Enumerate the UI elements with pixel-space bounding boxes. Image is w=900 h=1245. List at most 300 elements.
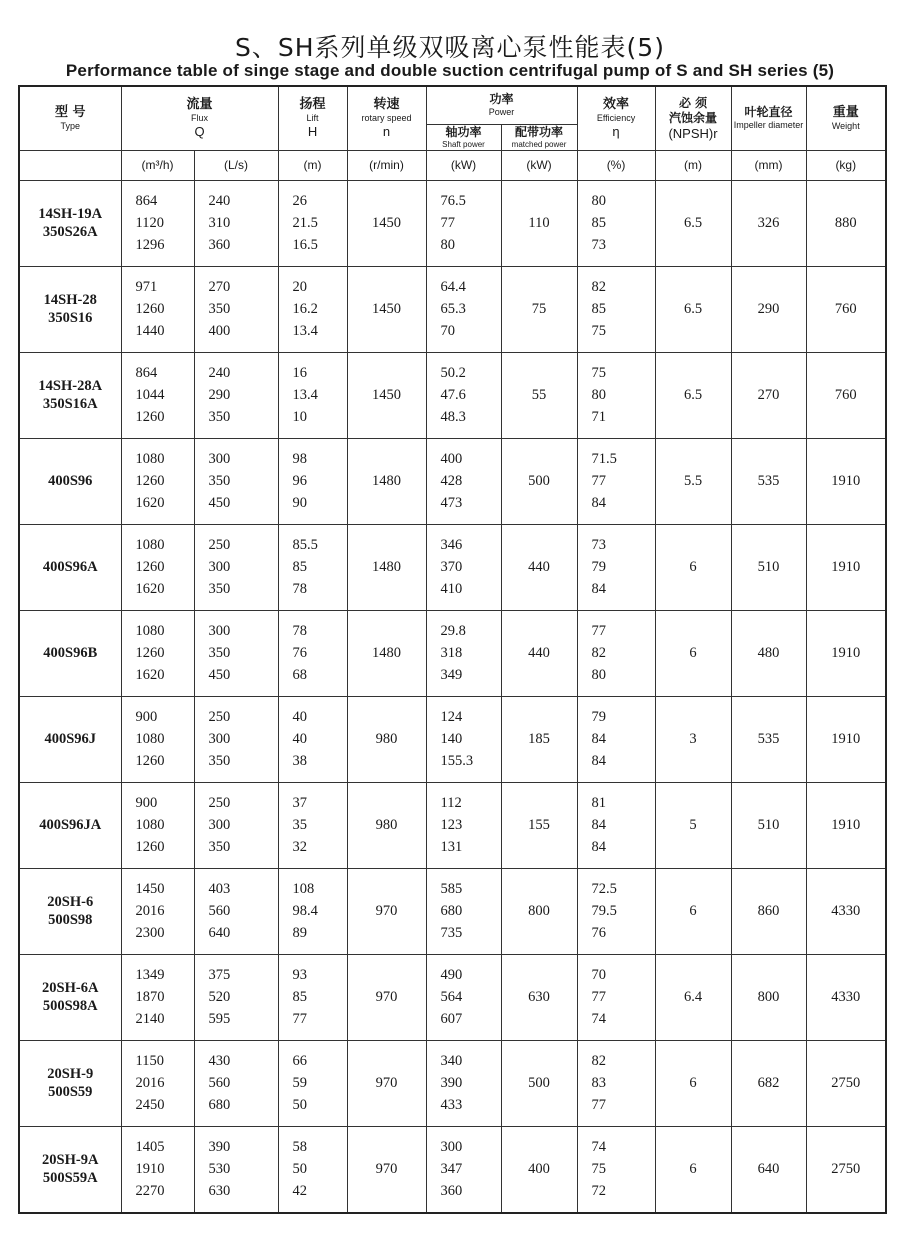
npsh-cell: 5.5 <box>655 438 731 524</box>
flux-ls-value: 630 <box>208 1183 231 1199</box>
flux-m3h-value: 1260 <box>135 473 165 489</box>
impeller-cell: 682 <box>731 1040 806 1126</box>
lift-value: 85.5 <box>292 537 318 553</box>
npsh-cell: 3 <box>655 696 731 782</box>
lift-cell <box>278 352 347 438</box>
matched-power-cell: 800 <box>501 868 577 954</box>
header-flux-cn: 流量 <box>186 97 213 113</box>
header-matched-en: matched power <box>511 139 567 149</box>
table-body <box>19 180 886 1213</box>
flux-m3h-value: 1870 <box>135 989 165 1005</box>
flux-m3h-values <box>122 534 194 600</box>
flux-m3h-value: 2450 <box>135 1097 165 1113</box>
efficiency-value: 72 <box>591 1183 607 1199</box>
flux-ls-value: 300 <box>208 623 231 639</box>
header-eff-en: Efficiency <box>596 113 636 124</box>
speed-cell: 980 <box>347 696 426 782</box>
flux-m3h-cell <box>121 524 194 610</box>
efficiency-value: 77 <box>591 623 607 639</box>
weight-cell: 4330 <box>806 868 886 954</box>
flux-ls-value: 400 <box>208 323 231 339</box>
flux-ls-value: 290 <box>208 387 231 403</box>
shaft-power-value: 140 <box>440 731 463 747</box>
efficiency-value: 85 <box>591 215 607 231</box>
header-lift-symbol: H <box>307 124 318 140</box>
efficiency-values <box>578 706 655 772</box>
impeller-cell: 270 <box>731 352 806 438</box>
lift-value: 16.2 <box>292 301 318 317</box>
impeller-cell: 326 <box>731 180 806 266</box>
impeller-cell: 535 <box>731 696 806 782</box>
shaft-power-values <box>427 276 501 342</box>
lift-value: 40 <box>292 709 308 725</box>
table-row <box>19 782 886 868</box>
impeller-cell: 640 <box>731 1126 806 1213</box>
shaft-power-cell <box>426 524 501 610</box>
shaft-power-cell <box>426 954 501 1040</box>
flux-m3h-value: 1260 <box>135 409 165 425</box>
flux-m3h-cell <box>121 782 194 868</box>
flux-m3h-value: 971 <box>135 279 158 295</box>
flux-m3h-value: 1120 <box>135 215 164 231</box>
flux-m3h-value: 864 <box>135 193 158 209</box>
lift-value: 32 <box>292 839 308 855</box>
shaft-power-values <box>427 534 501 600</box>
efficiency-cell <box>577 1126 655 1213</box>
flux-m3h-values <box>122 276 194 342</box>
flux-ls-cell <box>194 1126 278 1213</box>
header-shaft-cn: 轴功率 <box>445 124 482 139</box>
flux-ls-value: 450 <box>208 495 231 511</box>
flux-ls-value: 270 <box>208 279 231 295</box>
flux-ls-value: 680 <box>208 1097 231 1113</box>
lift-cell <box>278 610 347 696</box>
flux-m3h-cell <box>121 180 194 266</box>
type-cell <box>19 438 121 524</box>
lift-value: 85 <box>292 559 308 575</box>
flux-m3h-cell <box>121 954 194 1040</box>
flux-ls-values <box>195 878 278 944</box>
flux-ls-value: 350 <box>208 301 231 317</box>
efficiency-values <box>578 276 655 342</box>
lift-value: 77 <box>292 1011 308 1027</box>
shaft-power-value: 346 <box>440 537 463 553</box>
flux-ls-values <box>195 1136 278 1202</box>
type-model: 400S96B <box>43 645 98 661</box>
flux-ls-value: 300 <box>208 451 231 467</box>
shaft-power-value: 318 <box>440 645 463 661</box>
flux-ls-value: 350 <box>208 473 231 489</box>
efficiency-values <box>578 448 655 514</box>
lift-value: 68 <box>292 667 308 683</box>
efficiency-value: 84 <box>591 731 607 747</box>
flux-ls-values <box>195 706 278 772</box>
table-row <box>19 1126 886 1213</box>
table-row <box>19 438 886 524</box>
shaft-power-value: 112 <box>440 795 462 811</box>
shaft-power-value: 124 <box>440 709 463 725</box>
header-shaft-en: Shaft power <box>442 139 485 149</box>
page-title: S、SH系列单级双吸离心泵性能表(5) <box>235 33 665 62</box>
flux-ls-value: 375 <box>208 967 231 983</box>
shaft-power-value: 123 <box>440 817 463 833</box>
flux-m3h-values <box>122 190 194 256</box>
efficiency-value: 72.5 <box>591 881 617 897</box>
flux-m3h-values <box>122 706 194 772</box>
efficiency-value: 80 <box>591 193 607 209</box>
shaft-power-value: 433 <box>440 1097 463 1113</box>
header-npsh-symbol: (NPSH)r <box>668 125 718 141</box>
flux-m3h-value: 2270 <box>135 1183 165 1199</box>
efficiency-values <box>578 362 655 428</box>
type-model: 400S96J <box>44 731 97 747</box>
header-power <box>426 86 577 124</box>
flux-ls-value: 520 <box>208 989 231 1005</box>
flux-ls-value: 250 <box>208 709 231 725</box>
lift-cell <box>278 868 347 954</box>
shaft-power-cell <box>426 180 501 266</box>
type-model: 20SH-6 <box>47 894 94 910</box>
weight-cell: 760 <box>806 352 886 438</box>
type-model: 500S98A <box>42 998 98 1014</box>
flux-m3h-value: 1080 <box>135 817 165 833</box>
flux-m3h-values <box>122 792 194 858</box>
shaft-power-values <box>427 620 501 686</box>
table-row <box>19 352 886 438</box>
matched-power-cell: 440 <box>501 524 577 610</box>
flux-ls-value: 300 <box>208 817 231 833</box>
efficiency-values <box>578 964 655 1030</box>
shaft-power-cell <box>426 438 501 524</box>
lift-value: 85 <box>292 989 308 1005</box>
flux-m3h-value: 1620 <box>135 581 165 597</box>
flux-ls-cell <box>194 438 278 524</box>
header-type <box>19 86 121 150</box>
weight-cell: 1910 <box>806 524 886 610</box>
npsh-cell: 6.5 <box>655 352 731 438</box>
flux-m3h-value: 1450 <box>135 881 165 897</box>
flux-m3h-value: 1260 <box>135 753 165 769</box>
impeller-cell: 800 <box>731 954 806 1040</box>
flux-m3h-values <box>122 878 194 944</box>
header-matched-cn: 配带功率 <box>515 124 564 139</box>
lift-value: 16.5 <box>292 237 318 253</box>
efficiency-cell <box>577 782 655 868</box>
efficiency-cell <box>577 610 655 696</box>
flux-m3h-value: 900 <box>135 795 158 811</box>
flux-ls-cell <box>194 524 278 610</box>
efficiency-value: 84 <box>591 753 607 769</box>
header-weight <box>806 86 886 150</box>
efficiency-value: 84 <box>591 495 607 511</box>
flux-ls-values <box>195 1050 278 1116</box>
matched-power-cell: 155 <box>501 782 577 868</box>
lift-cell <box>278 524 347 610</box>
flux-ls-values <box>195 362 278 428</box>
efficiency-cell <box>577 696 655 782</box>
flux-m3h-value: 864 <box>135 365 158 381</box>
lift-values <box>279 620 347 686</box>
type-cell <box>19 954 121 1040</box>
unit-lift: (m) <box>278 150 347 180</box>
performance-table <box>18 85 887 1214</box>
matched-power-cell: 75 <box>501 266 577 352</box>
flux-m3h-value: 1260 <box>135 559 165 575</box>
flux-m3h-cell <box>121 868 194 954</box>
type-model: 400S96JA <box>39 817 102 833</box>
flux-m3h-value: 2016 <box>135 903 165 919</box>
lift-value: 89 <box>292 925 308 941</box>
efficiency-value: 74 <box>591 1139 607 1155</box>
flux-ls-value: 300 <box>208 559 231 575</box>
efficiency-value: 76 <box>591 925 607 941</box>
shaft-power-value: 50.2 <box>440 365 466 381</box>
lift-value: 98 <box>292 451 308 467</box>
type-model: 20SH-9 <box>47 1066 94 1082</box>
flux-m3h-cell <box>121 610 194 696</box>
header-impeller-cn: 叶轮直径 <box>744 105 793 120</box>
flux-ls-cell <box>194 352 278 438</box>
impeller-cell: 480 <box>731 610 806 696</box>
shaft-power-value: 490 <box>440 967 463 983</box>
efficiency-cell <box>577 954 655 1040</box>
unit-impeller: (mm) <box>731 150 806 180</box>
speed-cell: 970 <box>347 868 426 954</box>
efficiency-value: 82 <box>591 645 607 661</box>
impeller-cell: 860 <box>731 868 806 954</box>
header-lift-en: Lift <box>306 113 319 124</box>
shaft-power-value: 47.6 <box>440 387 466 403</box>
matched-power-cell: 400 <box>501 1126 577 1213</box>
shaft-power-value: 347 <box>440 1161 463 1177</box>
lift-values <box>279 1050 347 1116</box>
lift-value: 37 <box>292 795 308 811</box>
header-npsh-cn: 必 须 汽蚀余量 <box>669 95 718 125</box>
speed-cell: 1480 <box>347 610 426 696</box>
shaft-power-value: 349 <box>440 667 463 683</box>
flux-ls-value: 350 <box>208 645 231 661</box>
unit-npsh: (m) <box>655 150 731 180</box>
shaft-power-value: 340 <box>440 1053 463 1069</box>
type-cell <box>19 524 121 610</box>
matched-power-cell: 500 <box>501 1040 577 1126</box>
type-cell <box>19 868 121 954</box>
efficiency-value: 81 <box>591 795 607 811</box>
efficiency-value: 73 <box>591 537 607 553</box>
efficiency-value: 77 <box>591 473 607 489</box>
weight-cell: 1910 <box>806 696 886 782</box>
type-cell <box>19 696 121 782</box>
table-row <box>19 1040 886 1126</box>
efficiency-value: 77 <box>591 1097 607 1113</box>
shaft-power-value: 428 <box>440 473 463 489</box>
shaft-power-values <box>427 706 501 772</box>
lift-value: 21.5 <box>292 215 318 231</box>
speed-cell: 970 <box>347 954 426 1040</box>
type-model: 350S16 <box>48 310 93 326</box>
flux-m3h-value: 900 <box>135 709 158 725</box>
header-weight-en: Weight <box>831 120 860 131</box>
efficiency-value: 79 <box>591 709 607 725</box>
flux-ls-value: 250 <box>208 795 231 811</box>
header-impeller-en: Impeller diameter <box>733 120 804 131</box>
flux-ls-value: 560 <box>208 903 231 919</box>
flux-m3h-value: 1349 <box>135 967 165 983</box>
efficiency-values <box>578 534 655 600</box>
speed-cell: 970 <box>347 1040 426 1126</box>
flux-m3h-value: 1620 <box>135 495 165 511</box>
lift-value: 108 <box>292 881 315 897</box>
flux-ls-value: 430 <box>208 1053 231 1069</box>
header-power-en: Power <box>488 107 515 118</box>
flux-ls-cell <box>194 180 278 266</box>
efficiency-values <box>578 190 655 256</box>
header-flux <box>121 86 278 150</box>
header-power-cn: 功率 <box>489 92 514 107</box>
header-speed-en: rotary speed <box>361 113 412 124</box>
shaft-power-value: 131 <box>440 839 463 855</box>
flux-m3h-values <box>122 964 194 1030</box>
shaft-power-value: 77 <box>440 215 456 231</box>
npsh-cell: 6 <box>655 868 731 954</box>
type-model: 400S96A <box>42 559 98 575</box>
flux-ls-values <box>195 448 278 514</box>
type-model: 14SH-28A <box>38 378 103 394</box>
unit-type-blank <box>19 150 121 180</box>
flux-m3h-value: 1150 <box>135 1053 164 1069</box>
lift-values <box>279 878 347 944</box>
header-speed <box>347 86 426 150</box>
header-type-cn: 型 号 <box>54 104 86 120</box>
weight-cell: 4330 <box>806 954 886 1040</box>
shaft-power-value: 607 <box>440 1011 463 1027</box>
efficiency-value: 84 <box>591 839 607 855</box>
efficiency-value: 71 <box>591 409 607 425</box>
shaft-power-values <box>427 1050 501 1116</box>
flux-m3h-cell <box>121 438 194 524</box>
shaft-power-value: 564 <box>440 989 463 1005</box>
efficiency-cell <box>577 438 655 524</box>
header-matched-power <box>501 124 577 150</box>
efficiency-values <box>578 878 655 944</box>
flux-m3h-value: 1260 <box>135 839 165 855</box>
efficiency-cell <box>577 524 655 610</box>
flux-m3h-values <box>122 1136 194 1202</box>
impeller-cell: 510 <box>731 524 806 610</box>
lift-value: 10 <box>292 409 308 425</box>
table-header <box>19 86 886 180</box>
lift-values <box>279 276 347 342</box>
unit-matched-power: (kW) <box>501 150 577 180</box>
efficiency-value: 75 <box>591 365 607 381</box>
flux-m3h-value: 1260 <box>135 645 165 661</box>
lift-value: 59 <box>292 1075 308 1091</box>
flux-ls-cell <box>194 610 278 696</box>
impeller-cell: 290 <box>731 266 806 352</box>
shaft-power-value: 370 <box>440 559 463 575</box>
lift-value: 78 <box>292 623 308 639</box>
matched-power-cell: 55 <box>501 352 577 438</box>
header-eff-cn: 效率 <box>603 97 630 113</box>
efficiency-values <box>578 1050 655 1116</box>
flux-m3h-values <box>122 448 194 514</box>
lift-value: 13.4 <box>292 387 318 403</box>
efficiency-value: 80 <box>591 387 607 403</box>
lift-value: 40 <box>292 731 308 747</box>
flux-m3h-cell <box>121 696 194 782</box>
type-cell <box>19 782 121 868</box>
flux-ls-values <box>195 276 278 342</box>
shaft-power-cell <box>426 266 501 352</box>
efficiency-values <box>578 1136 655 1202</box>
flux-m3h-cell <box>121 1040 194 1126</box>
efficiency-cell <box>577 1040 655 1126</box>
flux-ls-value: 240 <box>208 193 231 209</box>
lift-cell <box>278 438 347 524</box>
page-subtitle: Performance table of singe stage and double suction centrifugal pump of S and SH series (5) <box>65 61 835 80</box>
header-eff-symbol: η <box>612 124 620 140</box>
shaft-power-value: 390 <box>440 1075 463 1091</box>
lift-cell <box>278 954 347 1040</box>
flux-m3h-value: 2140 <box>135 1011 165 1027</box>
flux-ls-value: 300 <box>208 731 231 747</box>
unit-shaft-power: (kW) <box>426 150 501 180</box>
flux-ls-value: 450 <box>208 667 231 683</box>
header-weight-cn: 重量 <box>832 104 859 120</box>
shaft-power-value: 48.3 <box>440 409 466 425</box>
lift-cell <box>278 1126 347 1213</box>
lift-values <box>279 706 347 772</box>
lift-value: 16 <box>292 365 308 381</box>
type-model: 20SH-6A <box>42 980 99 996</box>
efficiency-cell <box>577 266 655 352</box>
flux-m3h-value: 1260 <box>135 301 165 317</box>
shaft-power-value: 300 <box>440 1139 463 1155</box>
efficiency-values <box>578 792 655 858</box>
efficiency-value: 70 <box>591 967 607 983</box>
efficiency-cell <box>577 180 655 266</box>
flux-m3h-value: 1080 <box>135 623 165 639</box>
shaft-power-values <box>427 964 501 1030</box>
shaft-power-values <box>427 878 501 944</box>
lift-values <box>279 792 347 858</box>
shaft-power-value: 76.5 <box>440 193 466 209</box>
efficiency-value: 83 <box>591 1075 607 1091</box>
lift-values <box>279 362 347 428</box>
units-row <box>19 150 886 180</box>
speed-cell: 1480 <box>347 438 426 524</box>
npsh-cell: 6 <box>655 610 731 696</box>
matched-power-cell: 630 <box>501 954 577 1040</box>
lift-cell <box>278 266 347 352</box>
flux-m3h-value: 2300 <box>135 925 165 941</box>
table-row <box>19 180 886 266</box>
table-row <box>19 696 886 782</box>
flux-ls-value: 390 <box>208 1139 231 1155</box>
flux-ls-values <box>195 964 278 1030</box>
lift-value: 13.4 <box>292 323 318 339</box>
shaft-power-value: 473 <box>440 495 463 511</box>
lift-cell <box>278 782 347 868</box>
speed-cell: 980 <box>347 782 426 868</box>
shaft-power-value: 410 <box>440 581 463 597</box>
lift-value: 90 <box>292 495 308 511</box>
flux-m3h-value: 1080 <box>135 731 165 747</box>
lift-values <box>279 1136 347 1202</box>
flux-m3h-value: 1440 <box>135 323 165 339</box>
efficiency-value: 82 <box>591 1053 607 1069</box>
lift-value: 76 <box>292 645 308 661</box>
